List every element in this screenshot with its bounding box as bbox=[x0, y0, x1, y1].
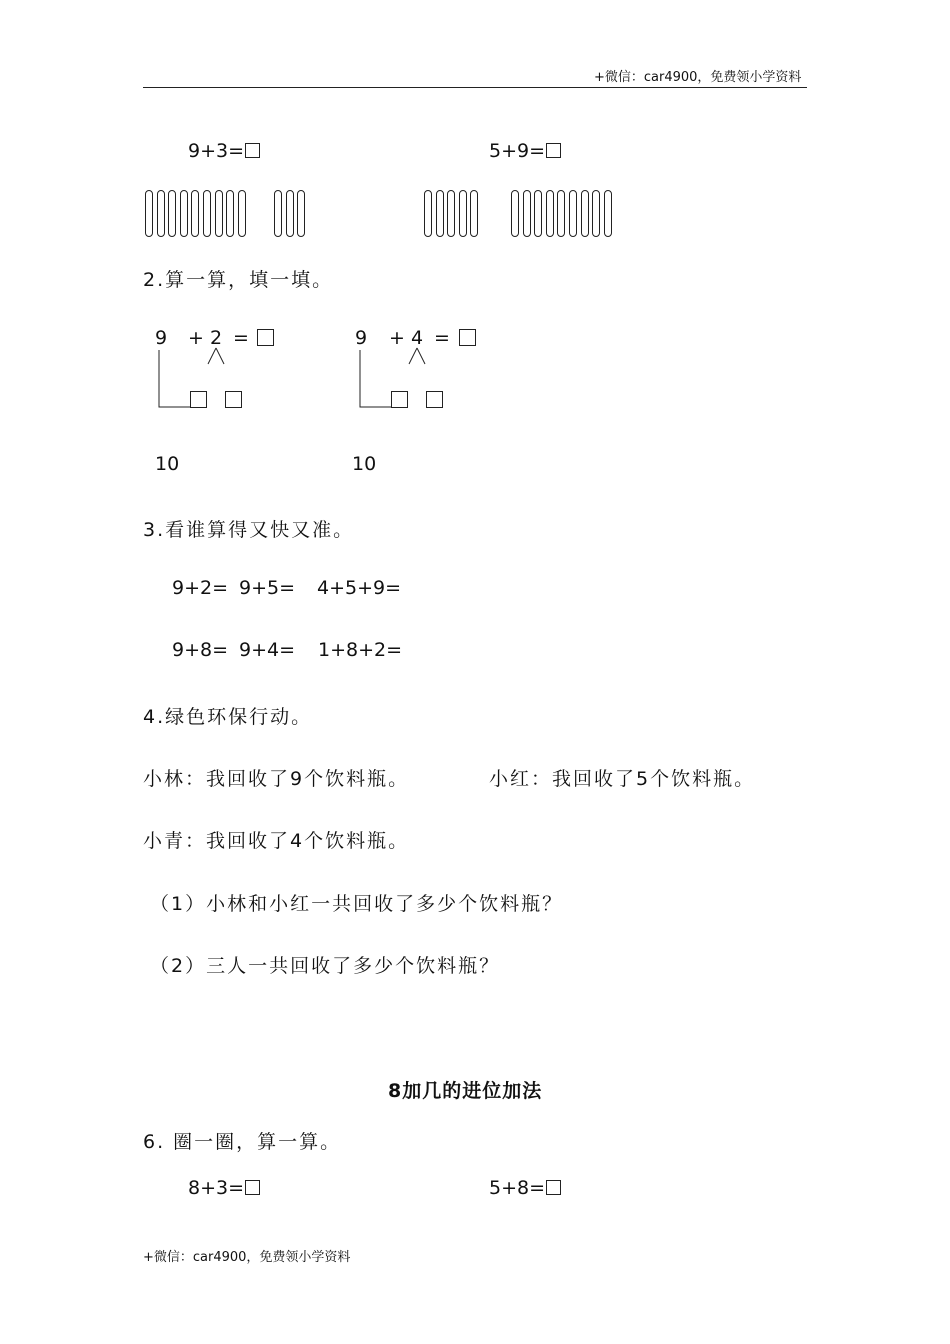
stick-group-3-stick[interactable] bbox=[470, 190, 478, 237]
answer-box[interactable] bbox=[245, 1180, 260, 1195]
question-2-title: 2.算一算，填一填。 bbox=[143, 269, 334, 291]
equation-5-plus-9 bbox=[489, 140, 561, 162]
equation-text: 5+8= bbox=[489, 1177, 546, 1199]
stick-group-4-stick[interactable] bbox=[511, 190, 519, 237]
header-note: +微信：car4900，免费领小学资料 bbox=[594, 70, 802, 85]
q2b-rest-part-box[interactable] bbox=[426, 391, 443, 408]
q3-row1-item2: 9+5= bbox=[239, 577, 296, 599]
q2a-plus-sign: + bbox=[188, 327, 204, 349]
stick-group-1-stick[interactable] bbox=[238, 190, 246, 237]
stick-group-4-stick[interactable] bbox=[523, 190, 531, 237]
answer-box[interactable] bbox=[546, 1180, 561, 1195]
stick-group-4-stick[interactable] bbox=[581, 190, 589, 237]
equation-9-plus-3 bbox=[188, 140, 260, 162]
stick-group-1-stick[interactable] bbox=[226, 190, 234, 237]
q2a-ten-label: 10 bbox=[155, 453, 180, 475]
question-3-title: 3.看谁算得又快又准。 bbox=[143, 519, 355, 541]
q4-xiaoqing-statement: 小青：我回收了4个饮料瓶。 bbox=[143, 830, 410, 852]
answer-box[interactable] bbox=[245, 143, 260, 158]
equation-5-plus-8 bbox=[489, 1177, 561, 1199]
footer-note: +微信：car4900，免费领小学资料 bbox=[143, 1250, 351, 1265]
question-4-title: 4.绿色环保行动。 bbox=[143, 706, 313, 728]
stick-group-3-stick[interactable] bbox=[424, 190, 432, 237]
q2a-second-number: 2 bbox=[210, 327, 223, 349]
question-6-title: 6. 圈一圈，算一算。 bbox=[143, 1131, 342, 1153]
q2a-rest-part-box[interactable] bbox=[225, 391, 242, 408]
stick-group-1-stick[interactable] bbox=[157, 190, 165, 237]
q2a-ten-part-box[interactable] bbox=[190, 391, 207, 408]
equation-text: 8+3= bbox=[188, 1177, 245, 1199]
q3-row2-item2: 9+4= bbox=[239, 639, 296, 661]
q2b-plus-sign: + bbox=[389, 327, 405, 349]
stick-group-4-stick[interactable] bbox=[592, 190, 600, 237]
equation-text: 5+9= bbox=[489, 140, 546, 162]
q2b-equals-sign: = bbox=[434, 327, 450, 349]
stick-group-1-stick[interactable] bbox=[191, 190, 199, 237]
q4-subquestion-1: （1）小林和小红一共回收了多少个饮料瓶？ bbox=[150, 893, 564, 915]
q2b-second-number: 4 bbox=[411, 327, 424, 349]
q3-row2-item3: 1+8+2= bbox=[318, 639, 403, 661]
q4-xiaohong-statement: 小红：我回收了5个饮料瓶。 bbox=[489, 768, 756, 790]
q4-subquestion-2: （2）三人一共回收了多少个饮料瓶？ bbox=[150, 955, 501, 977]
stick-group-1-stick[interactable] bbox=[203, 190, 211, 237]
q2a-first-number: 9 bbox=[155, 327, 168, 349]
stick-group-4-stick[interactable] bbox=[569, 190, 577, 237]
stick-group-2-stick[interactable] bbox=[286, 190, 294, 237]
stick-group-4-stick[interactable] bbox=[546, 190, 554, 237]
stick-group-3-stick[interactable] bbox=[459, 190, 467, 237]
stick-group-4-stick[interactable] bbox=[604, 190, 612, 237]
stick-group-2-stick[interactable] bbox=[297, 190, 305, 237]
stick-group-1-stick[interactable] bbox=[215, 190, 223, 237]
stick-group-3-stick[interactable] bbox=[436, 190, 444, 237]
stick-group-4-stick[interactable] bbox=[534, 190, 542, 237]
q2b-ten-label: 10 bbox=[352, 453, 377, 475]
stick-group-4-stick[interactable] bbox=[557, 190, 565, 237]
q3-row2-item1: 9+8= bbox=[172, 639, 229, 661]
stick-group-3-stick[interactable] bbox=[447, 190, 455, 237]
q2b-first-number: 9 bbox=[355, 327, 368, 349]
q2a-equals-sign: = bbox=[233, 327, 249, 349]
section-title: 8加几的进位加法 bbox=[388, 1080, 543, 1102]
stick-group-2-stick[interactable] bbox=[274, 190, 282, 237]
stick-group-1-stick[interactable] bbox=[180, 190, 188, 237]
equation-text: 9+3= bbox=[188, 140, 245, 162]
header-rule bbox=[143, 87, 807, 88]
q3-row1-item3: 4+5+9= bbox=[317, 577, 402, 599]
stick-group-1-stick[interactable] bbox=[168, 190, 176, 237]
q3-row1-item1: 9+2= bbox=[172, 577, 229, 599]
answer-box[interactable] bbox=[546, 143, 561, 158]
q2b-ten-part-box[interactable] bbox=[391, 391, 408, 408]
q4-xiaolin-statement: 小林：我回收了9个饮料瓶。 bbox=[143, 768, 410, 790]
stick-group-1-stick[interactable] bbox=[145, 190, 153, 237]
equation-8-plus-3 bbox=[188, 1177, 260, 1199]
